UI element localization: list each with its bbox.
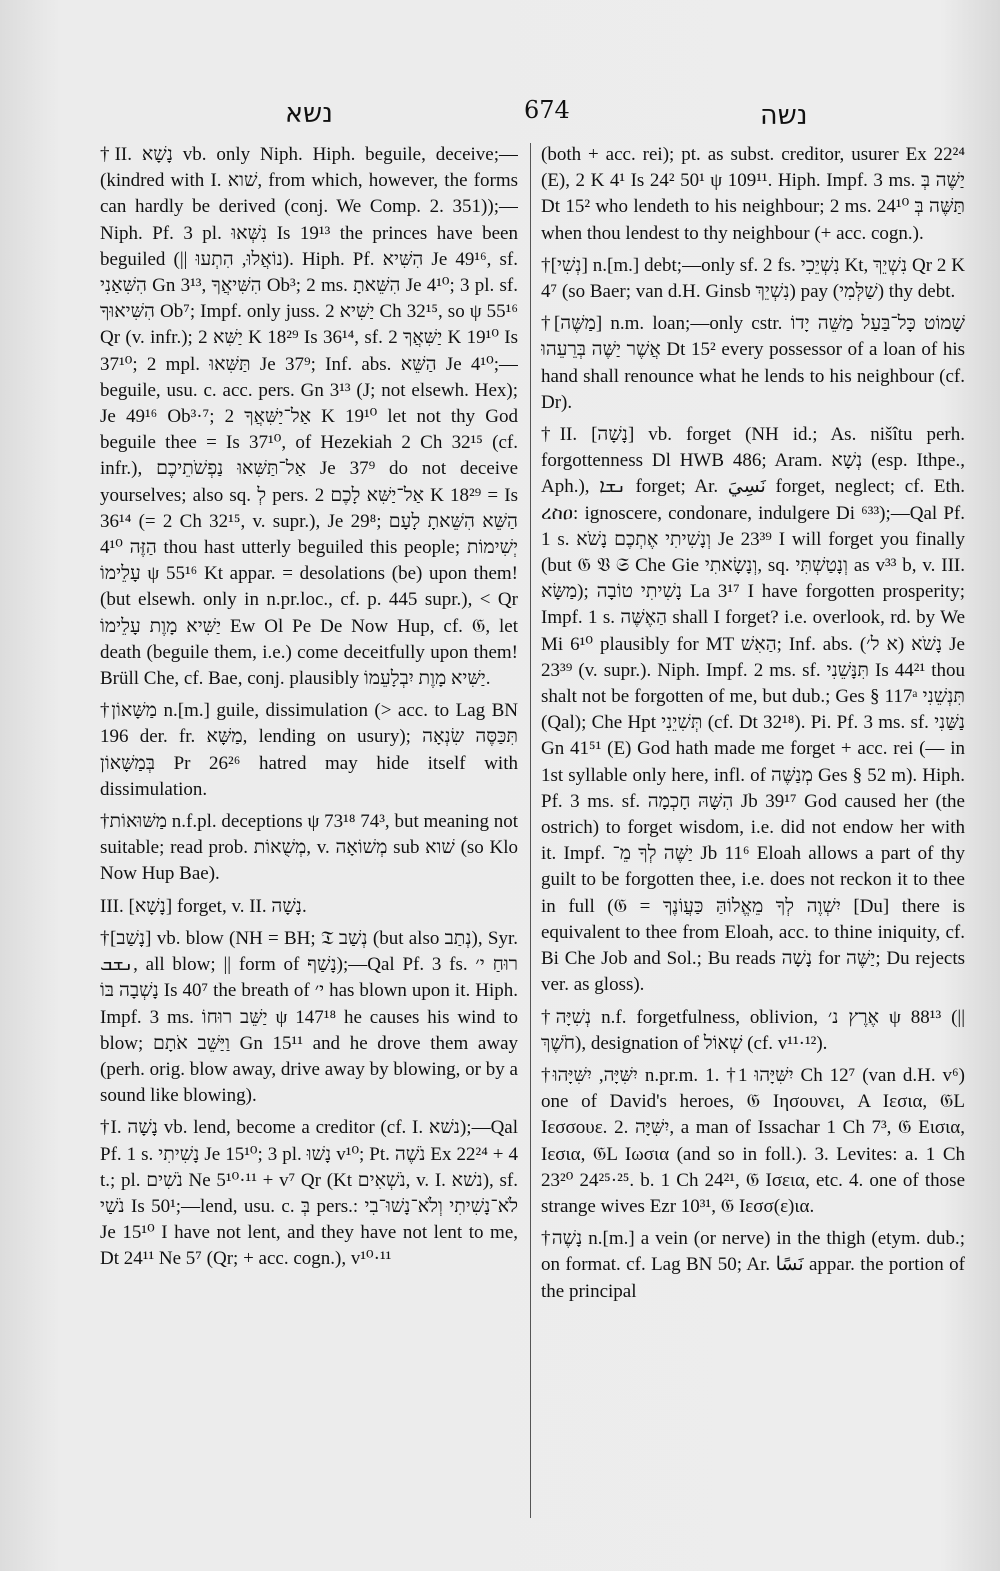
entry-nasha-ii: †II. נָשָׁא vb. only Niph. Hiph. beguile, deceive;—(kindred with I. שׁוא, from which, however, the forms can hardly be derived (conj. We Comp. 2. 351));—Niph. Pf. 3 pl. נִשְּׁאוּ Is 19¹³ the princes have been beguiled (|| נוֹאֲלוּ, הִתְעוּ). Hiph. Pf. הִשִּׁיא Je 49¹⁶, sf. הִשִּׁאַנִי Gn 3¹³, הִשִּׁיאֲךָ Ob³; 2 ms. הִשֵּׁאתָ Je 4¹⁰; 3 pl. sf. הִשִּׁיאוּךָ Ob⁷; Impf. only juss. יַשִּׁיא 2 Ch 32¹⁵, so ψ 55¹⁶ Qr (v. infr.); יַשִּׁא 2 K 18²⁹ Is 36¹⁴, sf. יַשִּׁאֲךָ 2 K 19¹⁰ Is 37¹⁰; 2 mpl. תַּשִּׁאוּ Je 37⁹; Inf. abs. הַשֵּׁא Je 4¹⁰;—beguile, usu. c. acc. pers. Gn 3¹³ (J; not elsewh. Hex); Je 49¹⁶ Ob³·⁷; אַל־יַשִּׁאֲךָ 2 K 19¹⁰ let not thy God beguile thee = Is 37¹⁰, of Hezekiah 2 Ch 32¹⁵ (cf. infr.), אַל־תַּשִּׁאוּ נַפְשֹׁתֵיכֶם Je 37⁹ do not deceive yourselves; also sq. לְ pers. אַל־יַשִּׁא לָכֶם 2 K 18²⁹ = Is 36¹⁴ (= 2 Ch 32¹⁵, v. supr.), Je 29⁸; הַשֵּׁא הִשֵּׁאתָ לָעָם הַזֶּה 4¹⁰ thou hast utterly beguiled this people; יְשִׁימוֹת עָלֵימוֹ ψ 55¹⁶ Kt appar. = desolations (be) upon them! (but elsewh. only in n.pr.loc., cf. p. 445 supr.), < Qr יַשִּׁיא מָוֶת עָלֵימוֹ Ew Ol Pe De Now Hup, cf. 𝔊, let death (beguile them, i.e.) come deceitfully upon them! Brüll Che, cf. Bae, conj. plausibly יַשִּׁיא מָוֶת יִבְלָעֵמוֹ. (100, 144, 518, 690)
left-column (100, 142, 518, 1537)
entry-mashsheh: †[מַשֶּׁה] n.m. loan;—only cstr. שָׁמוֹט כָּל־בַּעַל מַשֵּׁה יָדוֹ אֲשֶׁר יַשֶּׁה בְּרֵעֵהוּ Dt 15² every possessor of a loan of his hand shall renounce what he lends to his neighbour (cf. Dr). (541, 313, 965, 413)
running-head (0, 96, 1000, 136)
entry-yishshiyyah: †יִשִּׁיָּה, יִשִּׁיָּהוּ n.pr.m. 1. †יִשִּׁיָּהוּ 1 Ch 12⁷ (van d.H. v⁶) one of David's heroes, 𝔊 Ιησουνει, A Ιεσια, 𝔊L Ιεσσουε. 2. יִשִּׁיָּה, a man of Issachar 1 Ch 7³, 𝔊 Εισια, Ιεσια, 𝔊L Ιωσια (and so in foll.). 3. Levites: a. 1 Ch 23²⁰ 24²⁵·²⁵. b. 1 Ch 24²¹, 𝔊 Ισεια, etc. 4. one of those strange wives Ezr 10³¹, 𝔊 Ιεσσ(ε)ια. (541, 1064, 965, 1217)
entry-neshiyyah: †נְשִׁיָּה n.f. forgetfulness, oblivion, אֶרֶץ נ׳ ψ 88¹³ (|| חֹשֶׁךְ), designation of שְׁאוֹל (cf. v¹¹·¹²). (541, 1006, 965, 1054)
running-head-right: נשה (760, 100, 808, 131)
entry-nasha-iii: III. [נָשָׁא] forget, v. II. נָשָׁה. (100, 895, 307, 917)
running-head-left: נשא (285, 98, 333, 129)
column-divider (530, 143, 531, 1518)
entry-mashaon: †מַשָּׁאוֹן n.[m.] guile, dissimulation (> acc. to Lag BN 196 der. fr. מַשָּׁא, lending on usury); תִּכַּסֶּה שִׂנְאָה בְּמַשָּׁאוֹן Pr 26²⁶ hatred may hide itself with dissimulation. (100, 700, 518, 800)
page-number: 674 (524, 96, 570, 124)
entry-nashah-i: †I. נָשָׁה vb. lend, become a creditor (cf. I. נשׁא);—Qal Pf. 1 s. נָשִׁיתִי Je 15¹⁰; 3 pl. נָשׁוּ v¹⁰; Pt. נֹשֶׁה Ex 22²⁴ + 4 t.; pl. נֹשִׁים Ne 5¹⁰·¹¹ + v⁷ Qr (Kt נֹשְׁאִים, v. I. נשׁא), sf. נֹשַׁי Is 50¹;—lend, usu. c. בְּ pers.: לֹא־נָשִׁיתִי וְלֹא־נָשׁוּ־בִי Je 15¹⁰ I have not lent, and they have not lent to me, Dt 24¹¹ Ne 5⁷ (Qr; + acc. cogn.), v¹⁰·¹¹ (100, 1117, 518, 1270)
right-column (541, 142, 965, 1537)
entry-nasheh: †נָשֶׁה n.[m.] a vein (or nerve) in the thigh (etym. dub.; on format. cf. Lag BN 50; Ar. نَسًا appar. the portion of the principal (541, 1228, 965, 1302)
entry-nashah-i-continued: (both + acc. rei); pt. as subst. creditor, usurer Ex 22²⁴ (E), 2 K 4¹ Is 24² 50¹ ψ 109¹¹. Hiph. Impf. 3 ms. יַשֶּׁה בְּ Dt 15² who lendeth to his neighbour; 2 ms. תַּשֶּׁה בְּ 24¹⁰ when thou lendest to thy neighbour (+ acc. cogn.). (541, 144, 965, 244)
entry-neshi: †[נְשִׁי] n.[m.] debt;—only sf. 2 fs. נִשְׁיֵכִי Kt, נִשְׁיֵךְ Qr 2 K 4⁷ (so Baer; van d.H. Ginsb נִשְׁיֵךְ) pay (שַׁלְּמִי) thy debt. (541, 254, 965, 303)
entry-nashab: †[נָשַׁב] vb. blow (NH = BH; 𝔗 נְשַׁב (but also נְתַב), Syr. ܢܫܒ, all blow; || form of נָשַׁף);—Qal Pf. 3 fs. רוּחַ י׳ נָשְׁבָה בּוֹ Is 40⁷ the breath of י׳ has blown upon it. Hiph. Impf. 3 ms. יַשֵּׁב רוּחוֹ ψ 147¹⁸ he causes his wind to blow; וַיַּשֵּׁב אֹתָם Gn 15¹¹ and he drove them away (perh. orig. blow away, drive away by blowing, or by a sound like blowing). (100, 927, 518, 1107)
entry-mashshuoth: †מַשּׁוּאוֹת n.f.pl. deceptions ψ 73¹⁸ 74³, but meaning not suitable; read prob. מְשֻׁאוֹת, v. מְשׁוֹאָה sub שׁוא (so Klo Now Hup Bae). (100, 811, 518, 885)
entry-nashah-ii: †II. [נָשָׁה] vb. forget (NH id.; As. nišîtu perh. forgottenness Dl HWB 486; Aram. נְשָׁא (esp. Ithpe., Aph.), ܢܫܐ forget; Ar. نَسِيَ forget, neglect; cf. Eth. ረስዐ: ignoscere, condonare, indulgere Di ⁶³³);—Qal Pf. 1 s. וְנָשִׁיתִי אֶתְכֶם נָשֹׁא Je 23³⁹ I will forget you finally (but 𝔊 𝔙 𝔖 Che Gie וְנָשָׂאתִי, sq. וְנָטַשְׁתִּי as v³³ b, v. III. מַשָּׂא); נָשִׁיתִי טוֹבָה La 3¹⁷ I have forgotten prosperity; Impf. 1 s. הַאֶשֶּׁה shall I forget? i.e. overlook, rd. by We Mi 6¹⁰ plausibly for MT הַאִשׁ; Inf. abs. נָשֹׁא (א ל׳) Je 23³⁹ (v. supr.). Niph. Impf. 2 ms. sf. תִּנָּשֵׁנִי Is 44²¹ thou shalt not be forgotten of me, but dub.; Ges § 117ᵃ תִּנְשֵׁנִי (Qal); Che Hpt תְּשִׁיֵנִי (cf. Dt 32¹⁸). Pi. Pf. 3 ms. sf. נַשַּׁנִי Gn 41⁵¹ (E) God hath made me forget + acc. rei (— in 1st syllable only here, infl. of מְנַשֶּׁה Ges § 52 m). Hiph. Pf. 3 ms. sf. הִשָּׁהּ חָכְמָה Jb 39¹⁷ God caused her (the ostrich) to forget wisdom, i.e. did not endow her with it. Impf. יַשֶּׁה לְךָ מֵ־ Jb 11⁶ Eloah allows a part of thy guilt to be forgotten thee, i.e. does not reckon it to thee in full (𝔊 = יִשְׁוֶה לְךָ מֵאֱלוֹהַּ כַּעֲוֹנֶךָ [Du] there is equivalent to thee from Eloah, acc. to thine iniquity, cf. Bi Che Job and Sol.; Bu reads נָשָׁה for יַשֶּׁה; Du rejects ver. as gloss). (541, 424, 965, 996)
